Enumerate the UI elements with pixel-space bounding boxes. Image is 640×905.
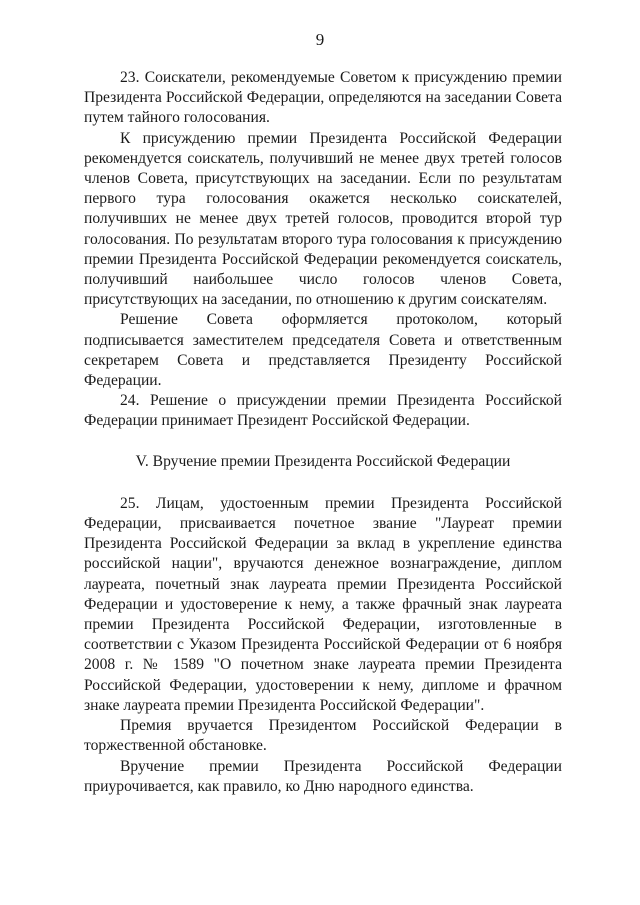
- section-heading: V. Вручение премии Президента Российской Федерации: [135, 452, 511, 470]
- paragraph-23: 23. Соискатели, рекомендуемые Советом к присуждению премии Президента Российской Федерации, определяются на заседании Совета путем тайного голосования.: [84, 69, 562, 127]
- page-number: 9: [315, 30, 325, 49]
- paragraph-voting-rules: К присуждению премии Президента Российской Федерации рекомендуется соискатель, получивший не менее двух третей голосов членов Совета, присутствующих на заседании. Если по результатам первого тура голосования окажется несколько соискателей, получивших не менее двух третей голосов, проводится второй тур голосования. По результатам второго тура голосования к присуждению премии Президента Российской Федерации рекомендуется соискатель, получивший наибольшее число голосов членов Совета, присутствующих на заседании, по отношению к другим соискателям.: [84, 129, 562, 309]
- paragraph-award-date: Вручение премии Президента Российской Федерации приурочивается, как правило, ко Дню народного единства.: [84, 757, 562, 795]
- paragraph-protocol: Решение Совета оформляется протоколом, который подписывается заместителем председателя Совета и ответственным секретарем Совета и представляется Президенту Российской Федерации.: [84, 311, 562, 390]
- paragraph-25: 25. Лицам, удостоенным премии Президента Российской Федерации, присваивается почетное звание "Лауреат премии Президента Российской Федерации за вклад в укрепление единства российской нации", вручаются денежное вознаграждение, диплом лауреата, почетный знак лауреата премии Президента Российской Федерации и удостоверение к нему, а также фрачный знак лауреата премии Президента Российской Федерации, изготовленные в соответствии с Указом Президента Российской Федерации от 6 ноября 2008 г. № 1589 "О почетном знаке лауреата премии Президента Российской Федерации, удостоверении к нему, дипломе и фрачном знаке лауреата премии Президента Российской Федерации".: [84, 494, 562, 714]
- paragraph-award-ceremony: Премия вручается Президентом Российской Федерации в торжественной обстановке.: [84, 717, 562, 755]
- document-body: [84, 68, 562, 797]
- paragraph-24: 24. Решение о присуждении премии Президента Российской Федерации принимает Президент Российской Федерации.: [84, 392, 562, 430]
